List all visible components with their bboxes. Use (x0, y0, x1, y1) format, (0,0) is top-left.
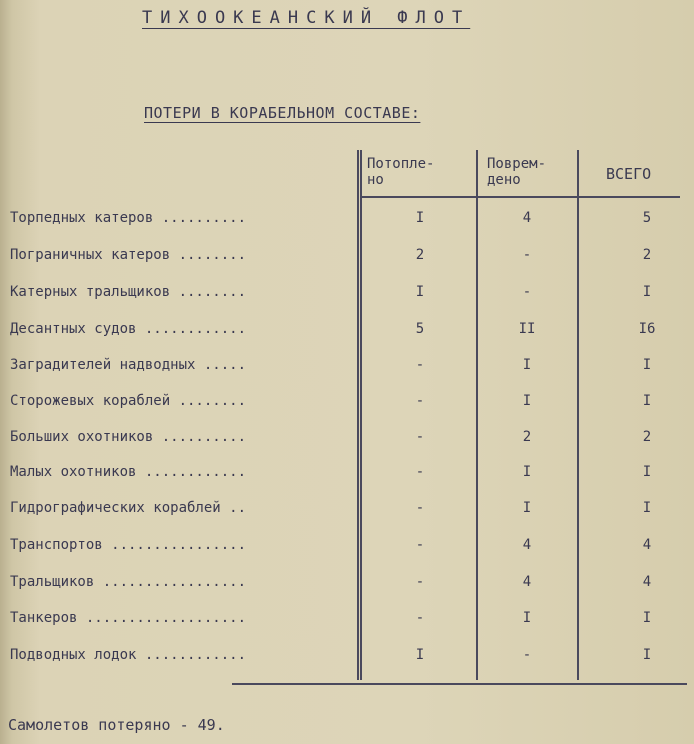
row-label: Больших охотников .......... (10, 429, 247, 445)
row-label: Катерных тральщиков ........ (10, 284, 247, 300)
table-row (0, 574, 694, 594)
table-row (0, 393, 694, 413)
sunk-value: - (415, 393, 425, 409)
row-label: Гидрографических кораблей .. (10, 500, 247, 516)
total-value: I (642, 610, 652, 626)
sunk-value: - (415, 429, 425, 445)
row-label: Подводных лодок ............ (10, 647, 247, 663)
total-value: I (642, 500, 652, 516)
table-bottom-rule (232, 683, 687, 685)
column-header-sunk: Потопле- но (367, 156, 435, 188)
sunk-value: I (415, 284, 425, 300)
table-row (0, 500, 694, 520)
row-label: Малых охотников ............ (10, 464, 247, 480)
row-label: Десантных судов ............ (10, 321, 247, 337)
total-value: I (642, 647, 652, 663)
table-row (0, 247, 694, 267)
total-value: 2 (642, 429, 652, 445)
row-label: Транспортов ................ (10, 537, 247, 553)
damaged-value: I (522, 500, 532, 516)
sunk-value: 5 (415, 321, 425, 337)
sunk-value: - (415, 574, 425, 590)
damaged-value: I (522, 393, 532, 409)
row-label: Тральщиков ................. (10, 574, 247, 590)
table-row (0, 210, 694, 230)
table-row (0, 464, 694, 484)
total-value: I (642, 393, 652, 409)
row-label: Танкеров ................... (10, 610, 247, 626)
sunk-value: I (415, 647, 425, 663)
total-value: 5 (642, 210, 652, 226)
row-label: Торпедных катеров .......... (10, 210, 247, 226)
damaged-value: 4 (522, 210, 532, 226)
damaged-value: 4 (522, 574, 532, 590)
sunk-value: - (415, 610, 425, 626)
total-value: I6 (638, 321, 656, 337)
damaged-value: - (522, 647, 532, 663)
total-value: 4 (642, 574, 652, 590)
damaged-value: - (522, 247, 532, 263)
table-row (0, 610, 694, 630)
document-title: ТИХООКЕАНСКИЙ ФЛОТ (142, 8, 471, 28)
total-value: I (642, 284, 652, 300)
sunk-value: - (415, 357, 425, 373)
table-row (0, 429, 694, 449)
sunk-value: I (415, 210, 425, 226)
table-row (0, 321, 694, 341)
document-subtitle: ПОТЕРИ В КОРАБЕЛЬНОМ СОСТАВЕ: (144, 104, 421, 122)
table-row (0, 537, 694, 557)
row-label: Сторожевых кораблей ........ (10, 393, 247, 409)
sunk-value: - (415, 537, 425, 553)
total-value: 2 (642, 247, 652, 263)
total-value: 4 (642, 537, 652, 553)
table-header-rule (360, 196, 680, 198)
damaged-value: I (522, 610, 532, 626)
table-row (0, 284, 694, 304)
damaged-value: - (522, 284, 532, 300)
sunk-value: - (415, 464, 425, 480)
sunk-value: 2 (415, 247, 425, 263)
total-value: I (642, 464, 652, 480)
damaged-value: I (522, 464, 532, 480)
damaged-value: 4 (522, 537, 532, 553)
damaged-value: 2 (522, 429, 532, 445)
row-label: Пограничных катеров ........ (10, 247, 247, 263)
column-header-total: ВСЕГО (606, 165, 652, 183)
aircraft-losses-line: Самолетов потеряно - 49. (8, 716, 225, 734)
damaged-value: I (522, 357, 532, 373)
sunk-value: - (415, 500, 425, 516)
row-label: Заградителей надводных ..... (10, 357, 247, 373)
damaged-value: II (518, 321, 536, 337)
column-header-damaged: Поврем- дено (487, 156, 547, 188)
table-row (0, 357, 694, 377)
total-value: I (642, 357, 652, 373)
table-row (0, 647, 694, 667)
